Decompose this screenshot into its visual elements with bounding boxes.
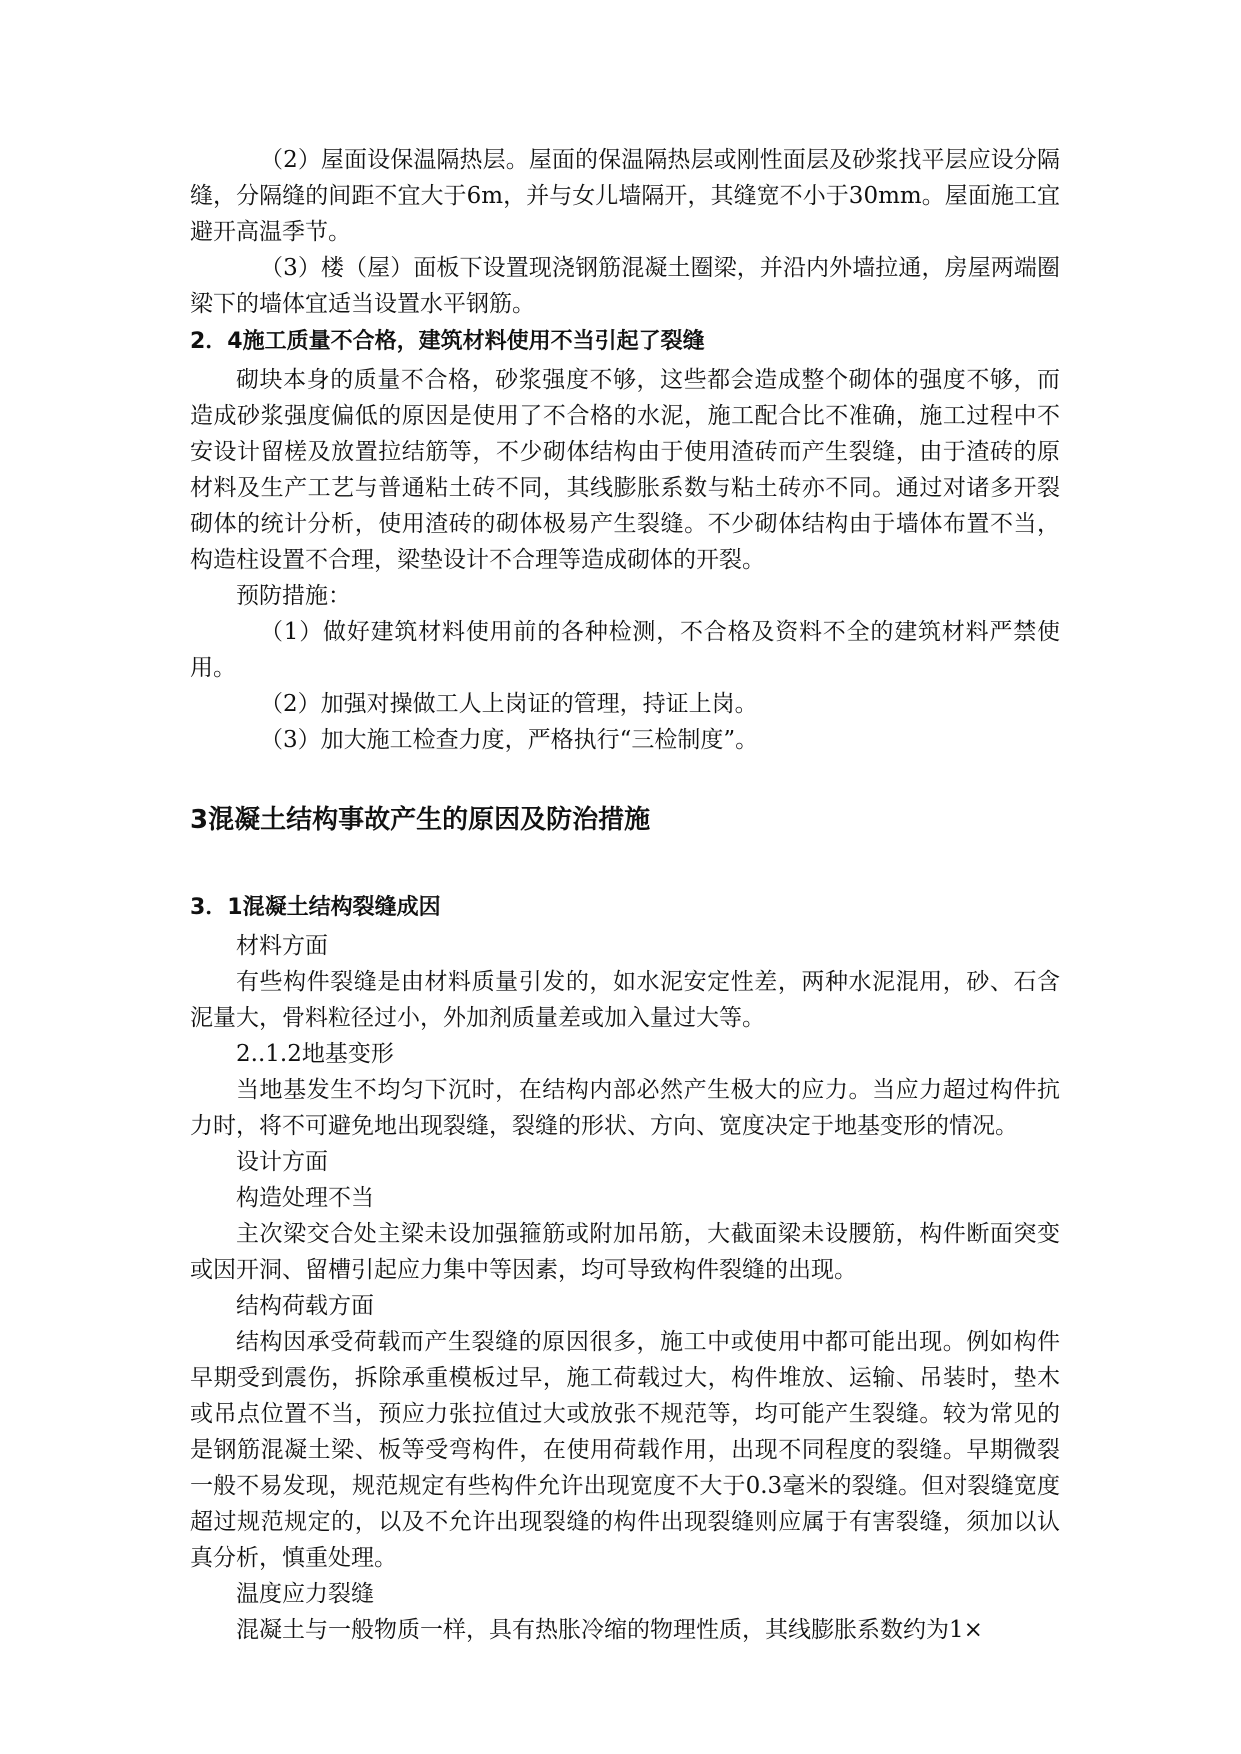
paragraph-temperature-label: 温度应力裂缝: [236, 1581, 374, 1607]
paragraph-ring-beam: （3）楼（屋）面板下设置现浇钢筋混凝土圈梁，并沿内外墙拉通，房屋两端圈梁下的墙体宜适当设置水平钢筋。: [190, 255, 1060, 317]
measure-item-1: （1）做好建筑材料使用前的各种检测，不合格及资料不全的建筑材料严禁使用。: [190, 619, 1060, 681]
measure-item-3: （3）加大施工检查力度，严格执行“三检制度”。: [260, 727, 759, 753]
measure-item-2: （2）加强对操做工人上岗证的管理，持证上岗。: [260, 691, 758, 717]
section-heading-3-1: 3．1混凝土结构裂缝成因: [190, 895, 441, 920]
document-page: [190, 142, 1060, 1648]
section-heading-2-4: 2．4施工质量不合格，建筑材料使用不当引起了裂缝: [190, 329, 705, 354]
paragraph-foundation: 当地基发生不均匀下沉时，在结构内部必然产生极大的应力。当应力超过构件抗力时，将不可避免地出现裂缝，裂缝的形状、方向、宽度决定于地基变形的情况。: [190, 1077, 1060, 1139]
paragraph-roof-insulation: （2）屋面设保温隔热层。屋面的保温隔热层或刚性面层及砂浆找平层应设分隔缝，分隔缝的间距不宜大于6m，并与女儿墙隔开，其缝宽不小于30mm。屋面施工宜避开高温季节。: [190, 147, 1060, 245]
paragraph-design-label: 设计方面: [236, 1149, 328, 1175]
paragraph-temperature: 混凝土与一般物质一样，具有热胀冷缩的物理性质，其线膨胀系数约为1×: [236, 1617, 983, 1643]
paragraph-material-label: 材料方面: [236, 933, 328, 959]
paragraph-prevention-label: 预防措施：: [236, 583, 351, 609]
paragraph-detailing-label: 构造处理不当: [236, 1185, 374, 1211]
paragraph-detailing: 主次梁交合处主梁未设加强箍筋或附加吊筋，大截面梁未设腰筋，构件断面突变或因开洞、留槽引起应力集中等因素，均可导致构件裂缝的出现。: [190, 1221, 1060, 1283]
paragraph-material: 有些构件裂缝是由材料质量引发的，如水泥安定性差，两种水泥混用，砂、石含泥量大，骨料粒径过小，外加剂质量差或加入量过大等。: [190, 969, 1060, 1031]
paragraph-block-quality: 砌块本身的质量不合格，砂浆强度不够，这些都会造成整个砌体的强度不够，而造成砂浆强度偏低的原因是使用了不合格的水泥，施工配合比不准确，施工过程中不安设计留槎及放置拉结筋等，不少砌体结构由于使用渣砖而产生裂缝，由于渣砖的原材料及生产工艺与普通粘土砖不同，其线膨胀系数与粘土砖亦不同。通过对诸多开裂砌体的统计分析，使用渣砖的砌体极易产生裂缝。不少砌体结构由于墙体布置不当，构造柱设置不合理，梁垫设计不合理等造成砌体的开裂。: [190, 367, 1060, 573]
paragraph-load-label: 结构荷载方面: [236, 1293, 374, 1319]
paragraph-load: 结构因承受荷载而产生裂缝的原因很多，施工中或使用中都可能出现。例如构件早期受到震伤，拆除承重模板过早，施工荷载过大，构件堆放、运输、吊装时，垫木或吊点位置不当，预应力张拉值过大或放张不规范等，均可能产生裂缝。较为常见的是钢筋混凝土梁、板等受弯构件，在使用荷载作用，出现不同程度的裂缝。早期微裂一般不易发现，规范规定有些构件允许出现宽度不大于0.3毫米的裂缝。但对裂缝宽度超过规范规定的，以及不允许出现裂缝的构件出现裂缝则应属于有害裂缝，须加以认真分析，慎重处理。: [190, 1329, 1060, 1571]
paragraph-foundation-label: 2..1.2地基变形: [236, 1041, 394, 1067]
chapter-heading-3: 3混凝土结构事故产生的原因及防治措施: [190, 805, 651, 835]
